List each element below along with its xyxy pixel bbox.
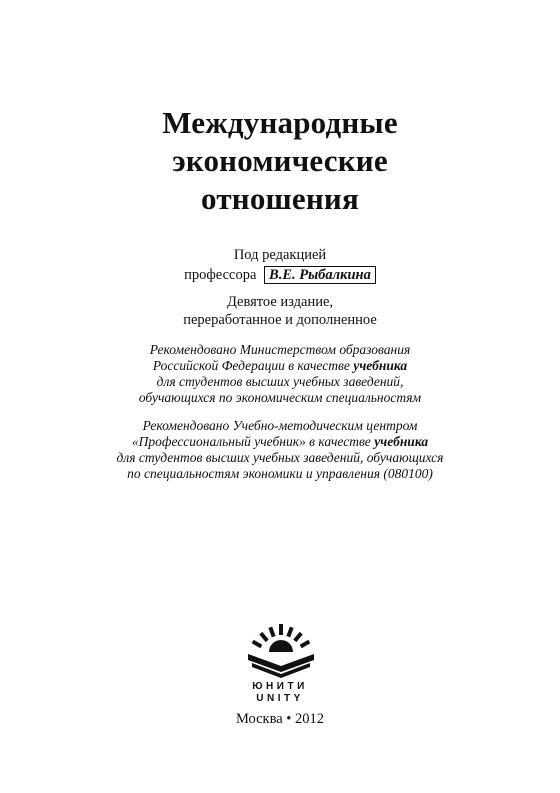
- editor-row: [0, 266, 560, 284]
- recommendation-1-line-2: [0, 358, 560, 374]
- recommendation-1-line-3: для студентов высших учебных заведений,: [156, 374, 404, 389]
- recommendation-2-emphasis: учебника: [374, 434, 429, 449]
- recommendation-2-line-1: Рекомендовано Учебно-методическим центром: [142, 418, 418, 433]
- editor-title: профессора: [184, 267, 257, 283]
- edition-line-2: переработанное и дополненное: [183, 312, 377, 328]
- book-title-line-3: отношения: [201, 181, 359, 216]
- publisher-name-en: UNITY: [256, 693, 304, 704]
- edition-line-1: Девятое издание,: [226, 294, 334, 310]
- publisher-name-ru: ЮНИТИ: [252, 681, 308, 692]
- recommendation-1-line-1: Рекомендовано Министерством образования: [149, 342, 411, 357]
- editor-caption: Под редакцией: [233, 247, 327, 263]
- recommendation-1-line-4: обучающихся по экономическим специальностям: [138, 390, 422, 405]
- book-title-line-1: Международные: [162, 105, 398, 140]
- editor-name: В.Е. Рыбалкина: [264, 266, 376, 284]
- recommendation-2-text: «Профессиональный учебник» в качестве: [131, 434, 371, 449]
- book-title-line-2: экономические: [172, 143, 388, 178]
- imprint-city-year: Москва • 2012: [235, 711, 325, 727]
- recommendation-1-emphasis: учебника: [353, 358, 408, 373]
- recommendation-2-line-3: для студентов высших учебных заведений, обучающихся: [116, 450, 444, 465]
- recommendation-2-line-2: [0, 434, 560, 450]
- recommendation-1-text: Российской Федерации в качестве: [152, 358, 350, 373]
- publisher-logo-icon: [240, 622, 322, 686]
- recommendation-2-line-4: по специальностям экономики и управления (080100): [127, 466, 433, 481]
